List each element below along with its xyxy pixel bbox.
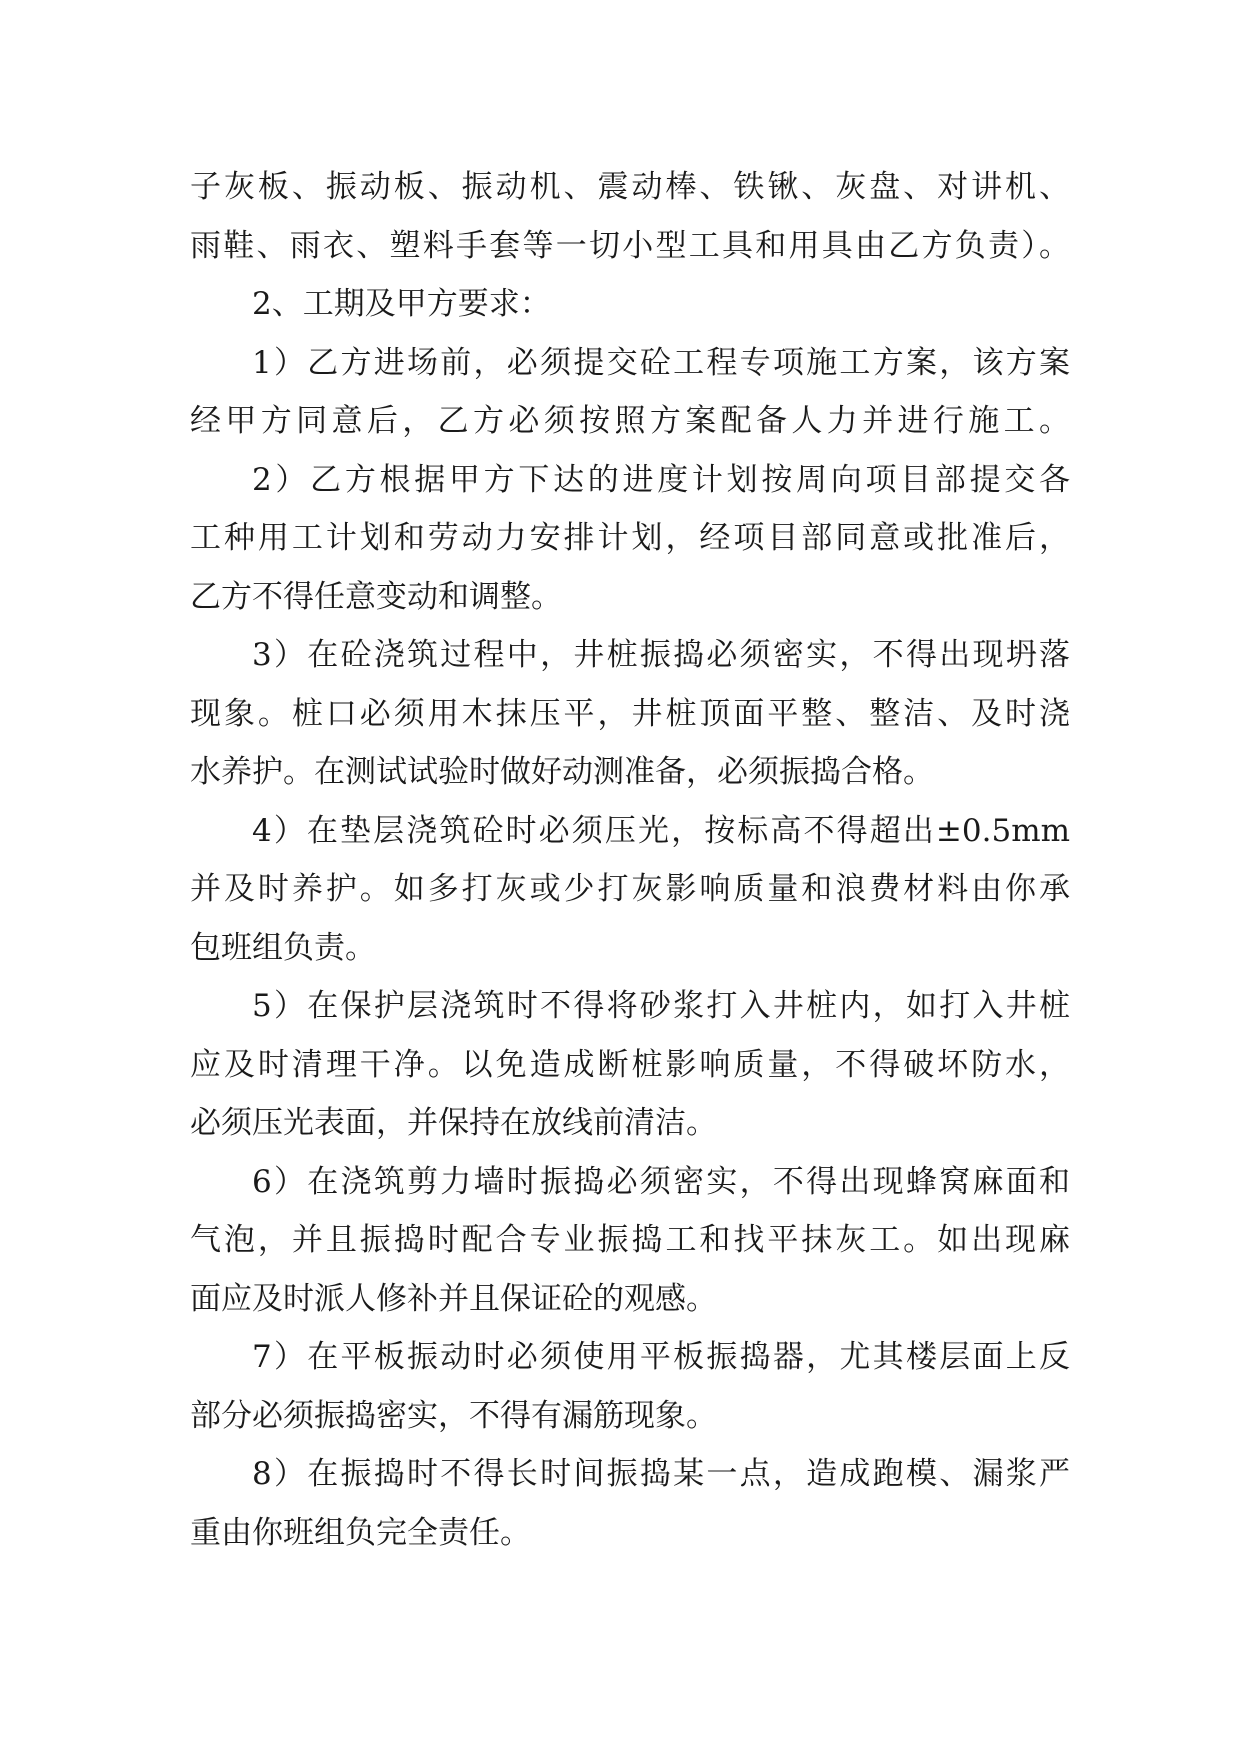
text-line: 气泡，并且振捣时配合专业振捣工和找平抹灰工。如出现麻 [190, 1222, 1070, 1258]
text-line: 乙方不得任意变动和调整。 [190, 579, 562, 615]
text-line: 子灰板、振动板、振动机、震动棒、铁锹、灰盘、对讲机、 [190, 169, 1070, 205]
text-line: 1）乙方进场前，必须提交砼工程专项施工方案，该方案 [252, 345, 1070, 381]
text-line: 5）在保护层浇筑时不得将砂浆打入井桩内，如打入井桩 [252, 988, 1070, 1024]
text-line: 6）在浇筑剪力墙时振捣必须密实，不得出现蜂窝麻面和 [252, 1164, 1070, 1200]
text-line: 应及时清理干净。以免造成断桩影响质量，不得破坏防水， [190, 1047, 1070, 1083]
text-line: 包班组负责。 [190, 930, 376, 966]
text-line: 7）在平板振动时必须使用平板振捣器，尤其楼层面上反 [252, 1339, 1070, 1375]
text-line: 并及时养护。如多打灰或少打灰影响质量和浪费材料由你承 [190, 871, 1070, 907]
section-heading: 2、工期及甲方要求： [252, 286, 551, 322]
text-line: 工种用工计划和劳动力安排计划，经项目部同意或批准后， [190, 520, 1070, 556]
text-line: 雨鞋、雨衣、塑料手套等一切小型工具和用具由乙方负责）。 [190, 228, 1070, 264]
text-line: 4）在垫层浇筑砼时必须压光，按标高不得超出±0.5mm [252, 813, 1070, 849]
text-line: 2）乙方根据甲方下达的进度计划按周向项目部提交各 [252, 462, 1070, 498]
text-line: 必须压光表面，并保持在放线前清洁。 [190, 1105, 717, 1141]
text-line: 8）在振捣时不得长时间振捣某一点，造成跑模、漏浆严 [252, 1456, 1070, 1492]
text-line: 水养护。在测试试验时做好动测准备，必须振捣合格。 [190, 754, 934, 790]
text-line: 部分必须振捣密实，不得有漏筋现象。 [190, 1398, 717, 1434]
text-line: 3）在砼浇筑过程中，井桩振捣必须密实，不得出现坍落 [252, 637, 1070, 673]
text-line: 现象。桩口必须用木抹压平，井桩顶面平整、整洁、及时浇 [190, 696, 1070, 732]
text-line: 面应及时派人修补并且保证砼的观感。 [190, 1281, 717, 1317]
text-line: 经甲方同意后，乙方必须按照方案配备人力并进行施工。 [190, 403, 1070, 439]
text-line: 重由你班组负完全责任。 [190, 1515, 531, 1551]
